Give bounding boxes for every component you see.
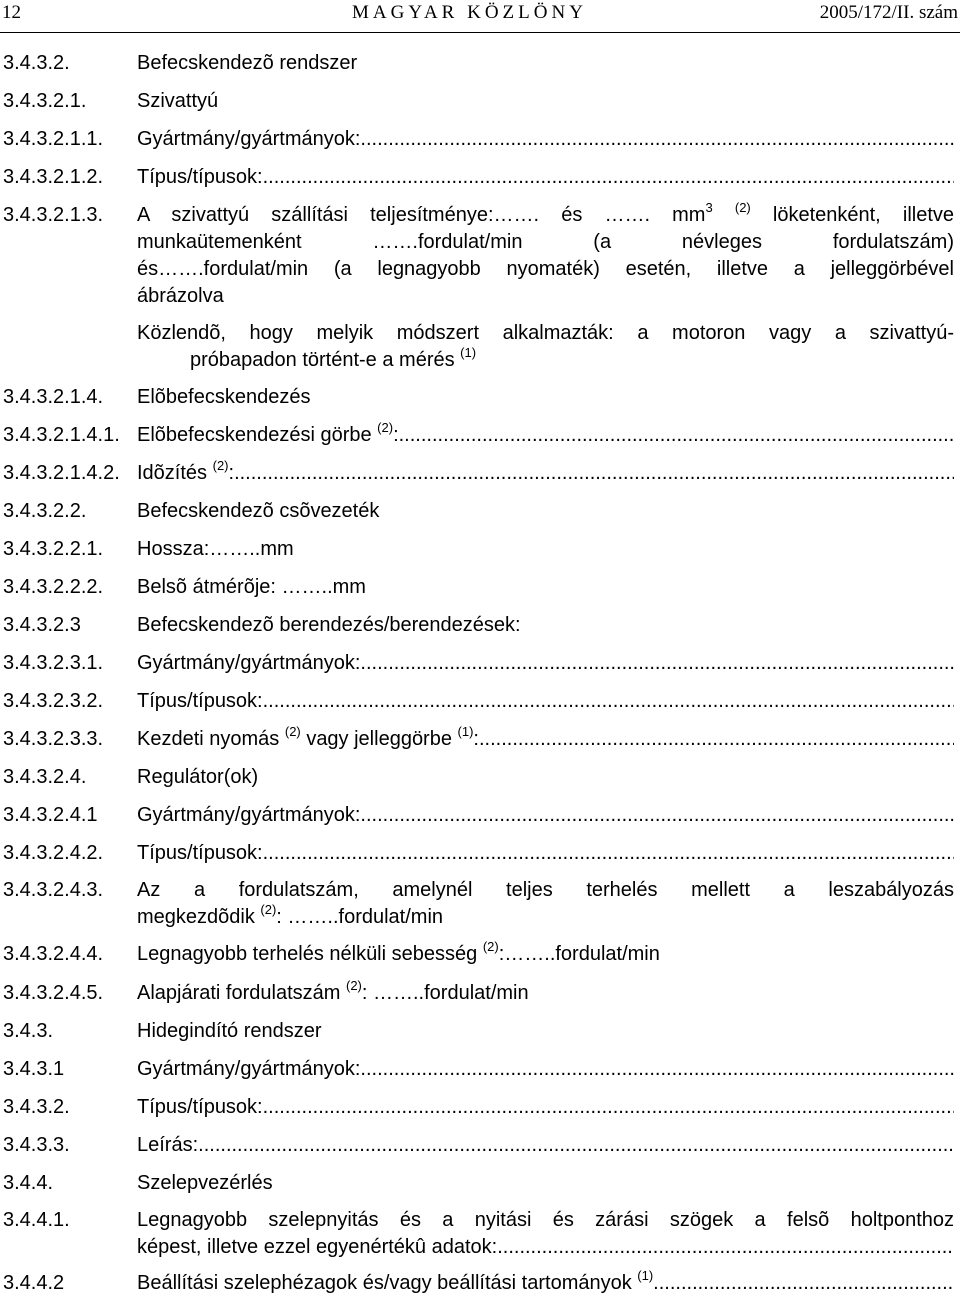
item-number: 3.4.3.2.1.3. <box>3 204 104 226</box>
item-number: 3.4.3.2.4.4. <box>3 943 104 965</box>
item-text: Belsõ átmérõje: ……..mm <box>137 576 366 598</box>
item-text-line: Legnagyobb szelepnyitás és a nyitási és zárási szögek a felsõ holtponthoz <box>137 1209 954 1231</box>
item-text: Típus/típusok: ..... <box>137 688 954 714</box>
leader-dots <box>198 1132 954 1158</box>
item-number: 3.4.4.2 <box>3 1272 65 1294</box>
item-label: Típus/típusok: <box>137 166 263 188</box>
item-text <box>137 164 954 190</box>
item-number: 3.4.3.2.2. <box>3 500 87 522</box>
item-number: 3.4.3.2.1.4.2. <box>3 462 120 484</box>
item-number: 3.4.4.1. <box>3 1209 70 1231</box>
item-text: Gyártmány/gyártmányok: ..... <box>137 650 954 676</box>
item-text: Elõbefecskendezés <box>137 386 311 408</box>
item-number: 3.4.3.2.4.1 <box>3 804 98 826</box>
item-number: 3.4.3.2.1. <box>3 90 87 112</box>
item-text: Kezdeti nyomás $^{(2)}$ vagy jelleggörbe $^{(1)}$: ..... <box>137 726 954 752</box>
item-number: 3.4.3.2.4.3. <box>3 879 104 901</box>
item-text-line: ábrázolva <box>137 285 224 307</box>
leader-dots <box>234 460 954 486</box>
note-text-line: próbapadon történt-e a mérés $^{(1)}$ <box>190 345 477 371</box>
item-text-line: képest, illetve ezzel egyenértékû adatok: ..... <box>137 1234 954 1260</box>
item-number: 3.4.3.2.1.4. <box>3 386 104 408</box>
item-label: Gyártmány/gyártmányok: <box>137 128 361 150</box>
item-text: Befecskendezõ rendszer <box>137 52 358 74</box>
leader-dots <box>263 688 954 714</box>
item-text-line: A szivattyú szállítási teljesítménye:……. és ……. $mm^3$ $^{(2)}$ löketenként, illetve <box>137 200 955 226</box>
item-number: 3.4.3.2.1.2. <box>3 166 104 188</box>
item-number: 3.4.3.3. <box>3 1134 70 1156</box>
leader-dots <box>360 1056 954 1082</box>
note-text-line: Közlendõ, hogy melyik módszert alkalmazták: a motoron vagy a szivattyú- <box>137 322 954 344</box>
item-number: 3.4.3.2.4.2. <box>3 842 104 864</box>
issue-number: 2005/172/II. szám <box>819 2 958 23</box>
item-text: Szivattyú <box>137 90 219 112</box>
item-text-line: Az a fordulatszám, amelynél teljes terhelés mellett a leszabályozás <box>137 879 954 901</box>
item-text: Leírás: ..... <box>137 1132 954 1158</box>
item-number: 3.4.3.2. <box>3 52 70 74</box>
leader-dots <box>263 164 954 190</box>
item-text: Hossza:……..mm <box>137 538 294 560</box>
item-number: 3.4.3.2.2.1. <box>3 538 104 560</box>
item-number: 3.4.3.2.4. <box>3 766 87 788</box>
item-number: 3.4.3.2.3 <box>3 614 81 636</box>
item-number: 3.4.3.2.1.4.1. <box>3 424 120 446</box>
item-text: Alapjárati fordulatszám $^{(2)}$: ……..fordulat/min <box>137 978 529 1004</box>
item-text: Befecskendezõ csõvezeték <box>137 500 380 522</box>
leader-dots <box>263 1094 954 1120</box>
item-text: Beállítási szelephézagok és/vagy beállítási tartományok $^{(1)}$ ..... <box>137 1270 954 1296</box>
leader-dots <box>263 840 954 866</box>
item-number: 3.4.3.2. <box>3 1096 70 1118</box>
item-number: 3.4.3. <box>3 1020 54 1042</box>
item-number: 3.4.3.2.3.3. <box>3 728 104 750</box>
leader-dots <box>497 1234 954 1260</box>
item-number: 3.4.3.2.4.5. <box>3 982 104 1004</box>
item-text: Legnagyobb terhelés nélküli sebesség $^{(2)}$:……..fordulat/min <box>137 939 660 965</box>
leader-dots <box>399 422 954 448</box>
item-text-line: megkezdõdik $^{(2)}$: ……..fordulat/min <box>137 902 444 928</box>
item-text: Gyártmány/gyártmányok: ..... <box>137 1056 954 1082</box>
item-text: Hidegindító rendszer <box>137 1020 322 1042</box>
item-number: 3.4.3.2.1.1. <box>3 128 104 150</box>
item-text: Elõbefecskendezési görbe $^{(2)}$: ..... <box>137 422 954 448</box>
leader-dots <box>653 1270 954 1296</box>
page-header <box>0 0 960 33</box>
item-number: 3.4.3.2.3.1. <box>3 652 104 674</box>
item-text: Szelepvezérlés <box>137 1172 273 1194</box>
item-text <box>137 126 954 152</box>
leader-dots <box>479 726 954 752</box>
item-number: 3.4.3.1 <box>3 1058 65 1080</box>
item-text: Regulátor(ok) <box>137 766 259 788</box>
item-text: Típus/típusok: ..... <box>137 840 954 866</box>
page-number: 12 <box>2 2 21 23</box>
item-text: Idõzítés $^{(2)}$: ..... <box>137 460 954 486</box>
item-number: 3.4.3.2.2.2. <box>3 576 104 598</box>
item-number: 3.4.4. <box>3 1172 54 1194</box>
leader-dots <box>360 650 954 676</box>
item-text-line: és…….fordulat/min (a legnagyobb nyomaték) esetén, illetve a jelleggörbével <box>137 258 954 280</box>
leader-dots <box>360 126 954 152</box>
item-text-line: munkaütemenként …….fordulat/min (a névleges fordulatszám) <box>137 231 954 253</box>
item-text: Gyártmány/gyártmányok: ..... <box>137 802 954 828</box>
item-text: Befecskendezõ berendezés/berendezések: <box>137 614 521 636</box>
publication-title: MAGYAR KÖZLÖNY <box>352 2 587 23</box>
item-number: 3.4.3.2.3.2. <box>3 690 104 712</box>
leader-dots <box>360 802 954 828</box>
item-text: Típus/típusok: ..... <box>137 1094 954 1120</box>
